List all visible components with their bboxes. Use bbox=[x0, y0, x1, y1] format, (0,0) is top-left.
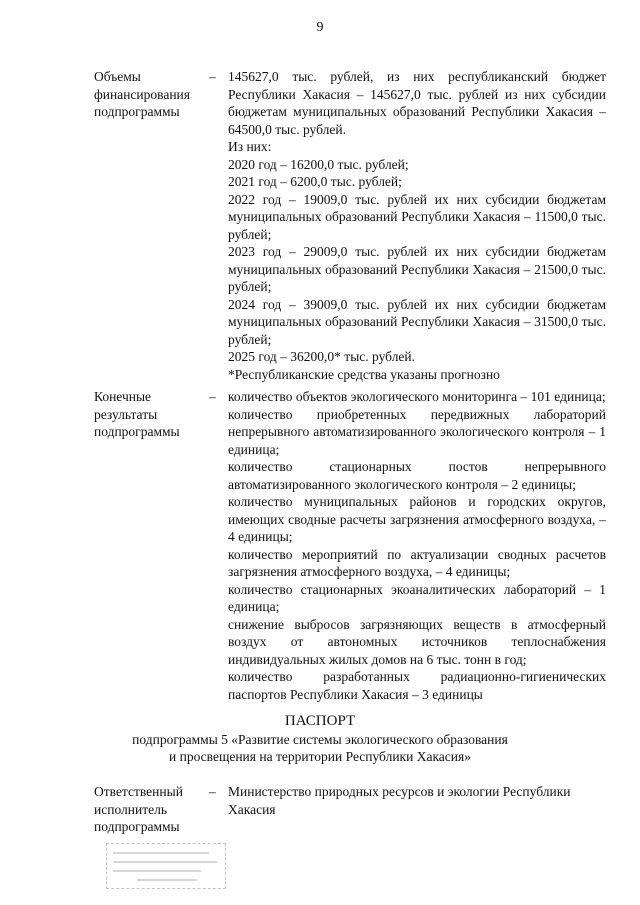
passport-title: ПАСПОРТ bbox=[284, 713, 356, 729]
results-content bbox=[228, 388, 606, 703]
passport-subtitle-line-2: и просвещения на территории Республики Хакасия» bbox=[169, 749, 471, 764]
results-dash: – bbox=[209, 389, 216, 404]
financing-line: 2023 год – 29009,0 тыс. рублей их них субсидии бюджетам муниципальных образований Республики Хакасия – 21500,0 тыс. рублей; bbox=[228, 244, 606, 294]
financing-dash: – bbox=[209, 69, 216, 84]
financing-note: *Республиканские средства указаны прогнозно bbox=[228, 366, 500, 382]
financing-line: 2021 год – 6200,0 тыс. рублей; bbox=[228, 174, 402, 189]
result-item: количество стационарных постов непрерывного автоматизированного экологического контроля – 2 единицы; bbox=[228, 459, 606, 492]
passport-heading bbox=[0, 712, 640, 765]
results-label: Конечные результаты подпрограммы bbox=[94, 389, 180, 439]
responsible-label: Ответственный исполнитель подпрограммы bbox=[94, 784, 183, 834]
responsible-value: Министерство природных ресурсов и экологии Республики Хакасия bbox=[228, 784, 571, 817]
financing-content bbox=[228, 68, 606, 383]
result-item: снижение выбросов загрязняющих веществ в атмосферный воздух от автономных источников теплоснабжения индивидуальных жилых домов на 6 тыс. тонн в год; bbox=[228, 616, 606, 667]
financing-label: Объемы финансирования подпрограммы bbox=[94, 69, 190, 119]
result-item: количество муниципальных районов и городских округов, имеющих сводные расчеты загрязнения атмосферного воздуха, – 4 единицы; bbox=[228, 494, 606, 544]
passport-subtitle-line-1: подпрограммы 5 «Развитие системы экологического образования bbox=[132, 732, 508, 747]
result-item: количество приобретенных передвижных лабораторий непрерывного автоматизированного экологического контроля – 1 единица; bbox=[228, 406, 606, 457]
responsible-dash: – bbox=[209, 784, 216, 799]
result-item: количество мероприятий по актуализации сводных расчетов загрязнения атмосферного воздуха, – 4 единицы; bbox=[228, 546, 606, 579]
faded-stamp bbox=[106, 843, 226, 889]
financing-line: 145627,0 тыс. рублей, из них республиканский бюджет Республики Хакасия – 145627,0 тыс. рублей из них субсидии бюджетам муниципальных образований Республики Хакасия – 64500,0 тыс. рублей. bbox=[228, 69, 606, 137]
page-number: 9 bbox=[316, 20, 324, 35]
result-item: количество разработанных радиационно-гигиенических паспортов Республики Хакасия – 3 единицы bbox=[228, 669, 606, 702]
financing-line: 2022 год – 19009,0 тыс. рублей их них субсидии бюджетам муниципальных образований Республики Хакасия – 11500,0 тыс. рублей; bbox=[228, 191, 606, 242]
financing-line: Из них: bbox=[228, 139, 272, 154]
responsible-content bbox=[228, 783, 606, 818]
financing-line: 2025 год – 36200,0* тыс. рублей. bbox=[228, 349, 416, 364]
result-item: количество объектов экологического мониторинга – 101 единица; bbox=[228, 389, 606, 404]
financing-line: 2020 год – 16200,0 тыс. рублей; bbox=[228, 156, 409, 172]
result-item: количество стационарных экоаналитических лабораторий – 1 единица; bbox=[228, 581, 606, 614]
financing-line: 2024 год – 39009,0 тыс. рублей их них субсидии бюджетам муниципальных образований Республики Хакасия – 31500,0 тыс. рублей; bbox=[228, 296, 606, 347]
